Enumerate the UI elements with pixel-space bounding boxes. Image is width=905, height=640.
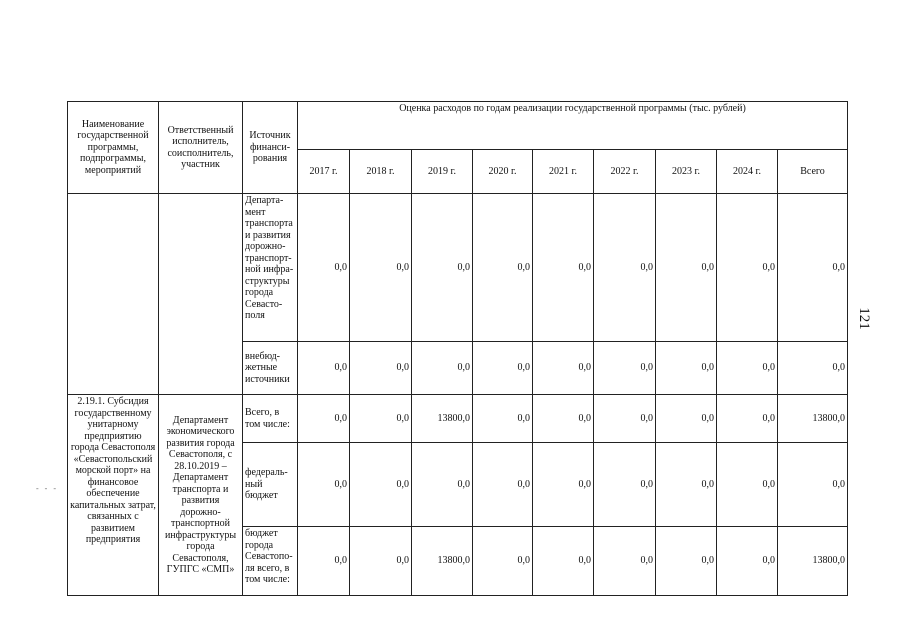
value-cell: 0,0 — [533, 342, 594, 395]
total-cell: 0,0 — [778, 194, 848, 342]
value-cell: 0,0 — [656, 395, 717, 443]
value-cell: 0,0 — [533, 443, 594, 527]
year-header: 2020 г. — [473, 150, 533, 194]
year-header: 2018 г. — [350, 150, 412, 194]
value-cell: 0,0 — [656, 342, 717, 395]
total-header: Всего — [778, 150, 848, 194]
header-estimate-title: Оценка расходов по годам реализации государственной программы (тыс. рублей) — [298, 102, 848, 150]
year-header: 2019 г. — [412, 150, 473, 194]
page-number: 121 — [855, 307, 872, 330]
value-cell: 0,0 — [298, 443, 350, 527]
expense-table — [67, 101, 848, 596]
source-cell: федераль-ный бюджет — [243, 443, 298, 527]
value-cell: 0,0 — [473, 443, 533, 527]
value-cell: 0,0 — [412, 194, 473, 342]
scan-mark: - - - — [36, 484, 58, 493]
value-cell: 0,0 — [473, 194, 533, 342]
value-cell: 0,0 — [717, 194, 778, 342]
value-cell: 0,0 — [594, 395, 656, 443]
total-cell: 0,0 — [778, 342, 848, 395]
source-cell: Всего, в том числе: — [243, 395, 298, 443]
source-cell: Департа-мент транспорта и развития дорожно-транспорт-ной инфра-структуры города Севасто-поля — [243, 194, 298, 342]
value-cell: 0,0 — [298, 342, 350, 395]
year-header: 2017 г. — [298, 150, 350, 194]
value-cell: 0,0 — [350, 194, 412, 342]
value-cell: 0,0 — [656, 194, 717, 342]
value-cell: 0,0 — [594, 194, 656, 342]
year-header: 2022 г. — [594, 150, 656, 194]
value-cell: 0,0 — [350, 527, 412, 596]
value-cell: 0,0 — [412, 342, 473, 395]
empty-executor-cell — [159, 194, 243, 395]
year-header: 2024 г. — [717, 150, 778, 194]
value-cell: 0,0 — [298, 527, 350, 596]
header-name-column: Наименование государственной программы, подпрограммы, мероприятий — [68, 102, 159, 194]
source-cell: бюджет города Севастопо-ля всего, в том числе: — [243, 527, 298, 596]
value-cell: 0,0 — [717, 443, 778, 527]
value-cell: 0,0 — [350, 395, 412, 443]
value-cell: 13800,0 — [412, 395, 473, 443]
header-source-column: Источник финанси-рования — [243, 102, 298, 194]
value-cell: 0,0 — [717, 342, 778, 395]
value-cell: 0,0 — [298, 194, 350, 342]
empty-program-cell — [68, 194, 159, 395]
value-cell: 0,0 — [656, 527, 717, 596]
value-cell: 0,0 — [656, 443, 717, 527]
value-cell: 0,0 — [350, 342, 412, 395]
value-cell: 0,0 — [717, 527, 778, 596]
value-cell: 0,0 — [533, 395, 594, 443]
value-cell: 0,0 — [533, 194, 594, 342]
value-cell: 0,0 — [350, 443, 412, 527]
source-cell: внебюд-жетные источники — [243, 342, 298, 395]
program-executor-cell: Департамент экономического развития города Севастополя, с 28.10.2019 – Департамент транспорта и развития дорожно-транспортной инфраструктуры города Севастополя, ГУПГС «СМП» — [159, 395, 243, 596]
value-cell: 0,0 — [473, 342, 533, 395]
program-item-cell: 2.19.1. Субсидия государственному унитарному предприятию города Севастополя «Севастопольский морской порт» на финансовое обеспечение капитальных затрат, связанных с развитием предприятия — [68, 395, 159, 596]
value-cell: 0,0 — [717, 395, 778, 443]
value-cell: 0,0 — [594, 443, 656, 527]
value-cell: 0,0 — [473, 395, 533, 443]
year-header: 2023 г. — [656, 150, 717, 194]
value-cell: 0,0 — [594, 342, 656, 395]
value-cell: 0,0 — [594, 527, 656, 596]
value-cell: 0,0 — [533, 527, 594, 596]
value-cell: 0,0 — [298, 395, 350, 443]
total-cell: 13800,0 — [778, 527, 848, 596]
total-cell: 13800,0 — [778, 395, 848, 443]
value-cell: 13800,0 — [412, 527, 473, 596]
table-row — [68, 395, 848, 443]
value-cell: 0,0 — [473, 527, 533, 596]
value-cell: 0,0 — [412, 443, 473, 527]
table-row — [68, 194, 848, 342]
total-cell: 0,0 — [778, 443, 848, 527]
year-header: 2021 г. — [533, 150, 594, 194]
header-executor-column: Ответственный исполнитель, соисполнитель, участник — [159, 102, 243, 194]
